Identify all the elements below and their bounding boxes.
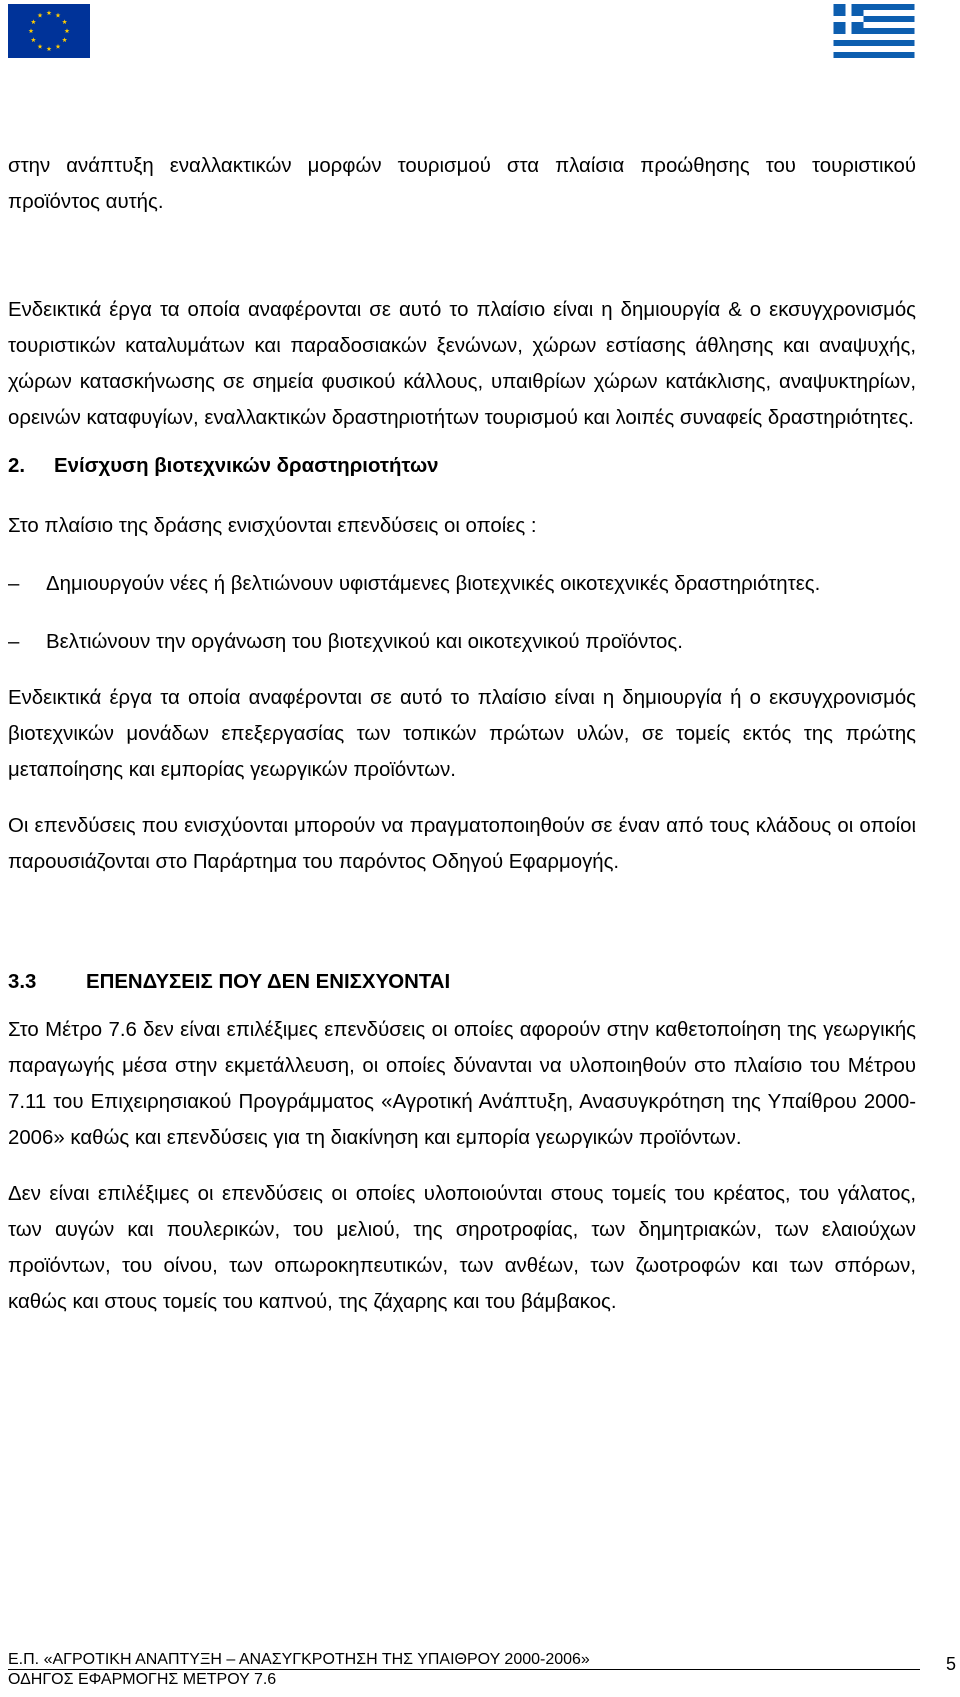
footer-guide-title: ΟΔΗΓΟΣ ΕΦΑΡΜΟΓΗΣ ΜΕΤΡΟΥ 7.6 xyxy=(8,1671,277,1688)
footer-program-title: Ε.Π. «ΑΓΡΟΤΙΚΗ ΑΝΑΠΤΥΞΗ – ΑΝΑΣΥΓΚΡΟΤΗΣΗ ΤΗΣ ΥΠΑΙΘΡΟΥ 2000-2006» xyxy=(8,1651,590,1668)
bullet-dash: – xyxy=(8,631,20,653)
section-2-title: Ενίσχυση βιοτεχνικών δραστηριοτήτων xyxy=(54,455,439,477)
greek-flag-icon xyxy=(833,4,915,58)
list-item-text: Δημιουργούν νέες ή βελτιώνουν υφιστάμενες βιοτεχνικές οικοτεχνικές δραστηριότητες. xyxy=(46,573,821,595)
paragraph-investments-intro: Στο πλαίσιο της δράσης ενισχύονται επενδύσεις οι οποίες : xyxy=(8,515,537,537)
list-item-text: Βελτιώνουν την οργάνωση του βιοτεχνικού και οικοτεχνικού προϊόντος. xyxy=(46,631,683,653)
document-body xyxy=(8,148,916,1320)
paragraph-ineligible-sectors: Δεν είναι επιλέξιμες οι επενδύσεις οι οποίες υλοποιούνται στους τομείς του κρέατος, του γάλατος, των αυγών και πουλερικών, του μελιού, της σηροτροφίας, των δημητριακών, των ελαιούχων προϊόντων, του οίνου, των οπωροκηπευτικών, των ανθέων, των ζωοτροφών και των σπόρων, καθώς και στους τομείς του καπνού, της ζάχαρης και του βάμβακος. xyxy=(8,1183,916,1313)
bullet-dash: – xyxy=(8,573,20,595)
section-3-3-title: ΕΠΕΝΔΥΣΕΙΣ ΠΟΥ ΔΕΝ ΕΝΙΣΧΥΟΝΤΑΙ xyxy=(86,971,451,993)
section-3-3-heading xyxy=(8,964,916,1000)
section-3-3-number: 3.3 xyxy=(8,971,37,993)
paragraph-crafts-examples: Ενδεικτικά έργα τα οποία αναφέρονται σε αυτό το πλαίσιο είναι η δημιουργία ή ο εκσυγχρονισμός βιοτεχνικών μονάδων επεξεργασίας των τοπικών πρώτων υλών, σε τομείς εκτός της πρώτης μεταποίησης και εμπορίας γεωργικών προϊόντων. xyxy=(8,687,916,781)
eu-flag-icon xyxy=(8,4,90,58)
section-2-number: 2. xyxy=(8,455,26,477)
list-item xyxy=(8,566,916,602)
list-item xyxy=(8,624,916,660)
section-2-heading xyxy=(8,448,916,484)
page-footer xyxy=(8,1650,956,1688)
paragraph-tourism-examples: Ενδεικτικά έργα τα οποία αναφέρονται σε αυτό το πλαίσιο είναι η δημιουργία & ο εκσυγχρονισμός τουριστικών καταλυμάτων και παραδοσιακών ξενώνων, χώρων εστίασης άθλησης και αναψυχής, χώρων κατασκήνωσης σε σημεία φυσικού κάλλους, υπαιθρίων χώρων κατάκλισης, αναψυκτηρίων, ορεινών καταφυγίων, εναλλακτικών δραστηριοτήτων τουρισμού και λοιπές συναφείς δραστηριότητες. xyxy=(8,299,916,429)
paragraph-continuation: στην ανάπτυξη εναλλακτικών μορφών τουρισμού στα πλαίσια προώθησης του τουριστικού προϊόντος αυτής. xyxy=(8,155,916,213)
paragraph-sectors: Οι επενδύσεις που ενισχύονται μπορούν να πραγματοποιηθούν σε έναν από τους κλάδους οι οποίοι παρουσιάζονται στο Παράρτημα του παρόντος Οδηγού Εφαρμογής. xyxy=(8,815,916,873)
paragraph-ineligible-measure: Στο Μέτρο 7.6 δεν είναι επιλέξιμες επενδύσεις οι οποίες αφορούν στην καθετοποίηση της γεωργικής παραγωγής μέσα στην εκμετάλλευση, οι οποίες δύνανται να υλοποιηθούν στο πλαίσιο του Μέτρου 7.11 του Επιχειρησιακού Προγράμματος «Αγροτική Ανάπτυξη, Ανασυγκρότηση της Υπαίθρου 2000-2006» καθώς και επενδύσεις για τη διακίνηση και εμπορία γεωργικών προϊόντων. xyxy=(8,1019,916,1149)
page-number: 5 xyxy=(945,1654,956,1674)
